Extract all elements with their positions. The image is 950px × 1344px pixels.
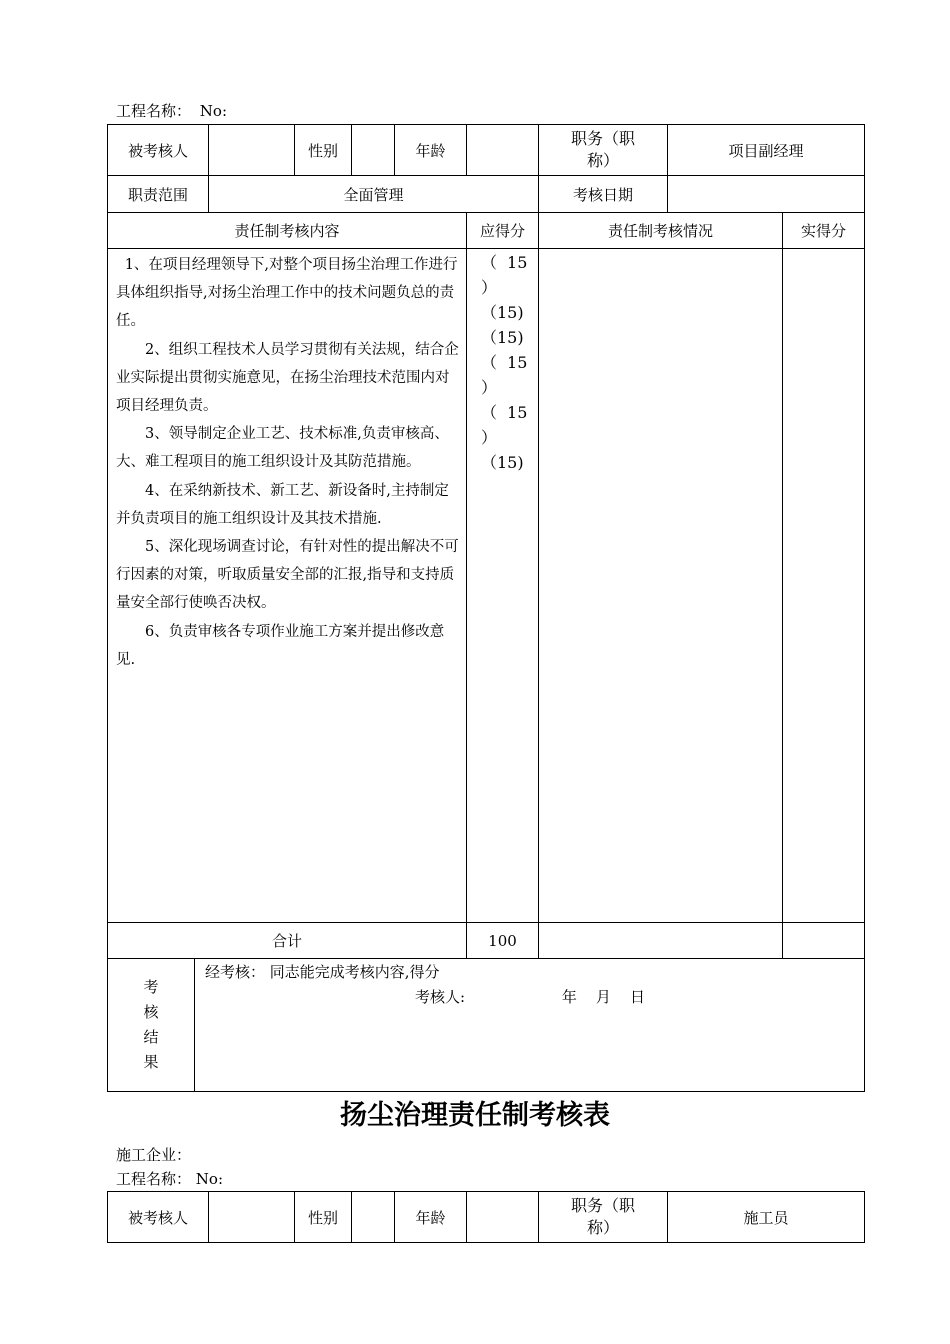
- score-item-close: ）: [481, 428, 498, 447]
- gender-label-2: 性别: [295, 1192, 352, 1243]
- score-item: （15): [481, 303, 524, 322]
- scope-label: 职责范围: [108, 176, 209, 213]
- result-label: [108, 959, 195, 1092]
- responsibility-item: 2、组织工程技术人员学习贯彻有关法规，结合企业实际提出贯彻实施意见，在扬尘治理技术范围内对项目经理负责。: [116, 341, 459, 415]
- position-value: 项目副经理: [668, 125, 865, 176]
- responsibility-item: 4、在采纳新技术、新工艺、新设备时,主持制定并负责项目的施工组织设计及其技术措施.: [116, 482, 449, 527]
- result-label-char: 结: [143, 1028, 159, 1046]
- age-value: [467, 125, 539, 176]
- no-label-2: No:: [195, 1170, 224, 1188]
- col-header-score: 应得分: [467, 213, 539, 249]
- total-label: 合计: [108, 923, 467, 959]
- result-body: [195, 959, 865, 1092]
- result-text: 经考核： 同志能完成考核内容,得分: [205, 963, 440, 981]
- col-header-status: 责任制考核情况: [539, 213, 783, 249]
- score-item: （ 15: [481, 353, 528, 372]
- company-label: 施工企业：: [116, 1146, 192, 1164]
- score-item: （ 15: [481, 403, 528, 422]
- responsibility-item: 5、深化现场调查讨论，有针对性的提出解决不可行因素的对策，听取质量安全部的汇报,指导和支持质量安全部行使唤否决权。: [116, 539, 459, 612]
- actual-score-cell: [783, 249, 865, 923]
- position-label-2: [539, 1192, 668, 1243]
- score-item: （15): [481, 453, 524, 472]
- status-cell: [539, 249, 783, 923]
- assessee-label: 被考核人: [108, 125, 209, 176]
- total-status-cell: [539, 923, 783, 959]
- total-value: 100: [467, 923, 539, 959]
- project-name-line: [116, 102, 227, 120]
- assessment-table-1: [107, 124, 865, 959]
- assessee-label-2: 被考核人: [108, 1192, 209, 1243]
- responsibility-item: 3、领导制定企业工艺、技术标准,负责审核高、大、难工程项目的施工组织设计及其防范措施。: [116, 426, 449, 471]
- assessment-result-table: [107, 958, 865, 1092]
- score-item-close: ）: [481, 278, 498, 297]
- gender-value-2: [352, 1192, 395, 1243]
- position-value-2: 施工员: [668, 1192, 865, 1243]
- date-label: 考核日期: [539, 176, 668, 213]
- score-column: [467, 249, 539, 923]
- result-label-char: 核: [143, 1003, 159, 1021]
- position-label-text: 职务（职称）: [570, 129, 635, 170]
- gender-label: 性别: [295, 125, 352, 176]
- responsibility-content: [108, 249, 467, 923]
- company-line: [116, 1146, 191, 1164]
- score-item: （15): [481, 328, 524, 347]
- position-label: [539, 125, 668, 176]
- assessment-date: 年 月 日: [561, 988, 645, 1006]
- project-name-line-2: [116, 1170, 223, 1188]
- position-label-text-2: 职务（职称）: [570, 1196, 635, 1237]
- score-item: （ 15: [481, 253, 528, 272]
- date-value: [668, 176, 865, 213]
- page-title: 扬尘治理责任制考核表: [340, 1100, 610, 1131]
- age-label: 年龄: [395, 125, 467, 176]
- assessor-label: 考核人:: [415, 988, 466, 1006]
- responsibility-item: 6、负责审核各专项作业施工方案并提出修改意见.: [116, 623, 445, 668]
- project-name-label: 工程名称：: [116, 102, 192, 120]
- scope-value: 全面管理: [209, 176, 539, 213]
- assessment-table-2: [107, 1191, 865, 1243]
- no-label: No:: [199, 102, 228, 120]
- assessor-line: [205, 985, 864, 1010]
- total-actual-cell: [783, 923, 865, 959]
- project-name-label-2: 工程名称：: [116, 1170, 192, 1188]
- result-label-char: 果: [143, 1053, 159, 1071]
- col-header-actual: 实得分: [783, 213, 865, 249]
- score-item-close: ）: [481, 378, 498, 397]
- gender-value: [352, 125, 395, 176]
- age-label-2: 年龄: [395, 1192, 467, 1243]
- result-label-char: 考: [143, 978, 159, 996]
- col-header-content: 责任制考核内容: [108, 213, 467, 249]
- responsibility-item: 1、在项目经理领导下,对整个项目扬尘治理工作进行具体组织指导,对扬尘治理工作中的技术问题负总的责任。: [116, 257, 458, 330]
- assessee-value: [209, 125, 295, 176]
- assessee-value-2: [209, 1192, 295, 1243]
- age-value-2: [467, 1192, 539, 1243]
